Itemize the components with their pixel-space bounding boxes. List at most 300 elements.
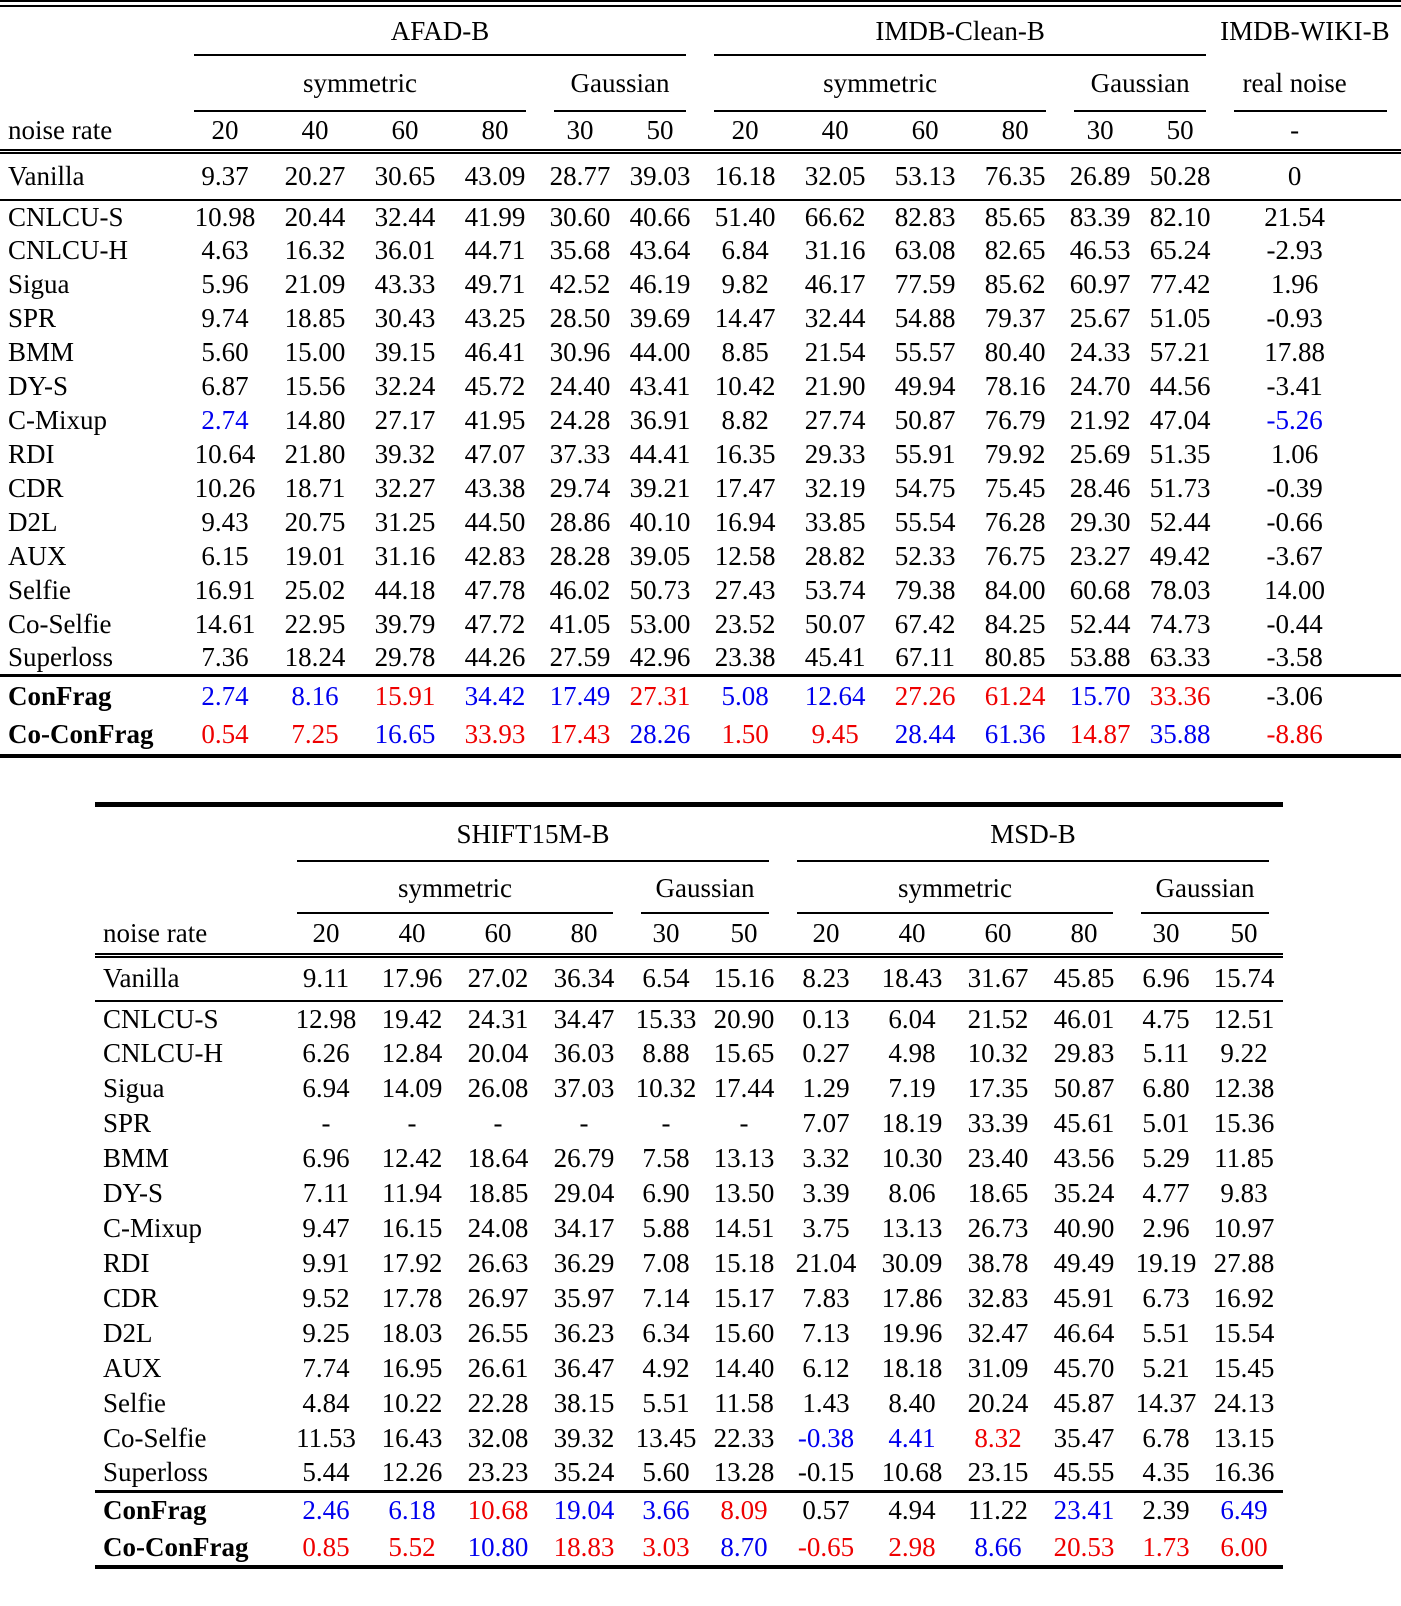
value-cell: 63.08 bbox=[894, 235, 956, 265]
noise-type-header: symmetric bbox=[700, 56, 1060, 112]
value-cell: 61.24 bbox=[970, 676, 1060, 716]
value-cell: 32.19 bbox=[804, 473, 866, 503]
value-cell: 57.21 bbox=[1149, 337, 1211, 367]
table-row bbox=[0, 716, 1401, 756]
value-cell: 21.92 bbox=[1069, 405, 1131, 435]
value-cell: 43.25 bbox=[464, 303, 526, 333]
value-cell: 78.03 bbox=[1149, 575, 1211, 605]
table-row bbox=[0, 472, 1401, 506]
value-cell: 1.43 bbox=[802, 1388, 850, 1418]
value-cell: 18.64 bbox=[467, 1143, 529, 1173]
value-cell: 31.16 bbox=[374, 541, 436, 571]
value-cell: 39.32 bbox=[553, 1423, 615, 1453]
results-table-shift15m-msd bbox=[95, 802, 1283, 1570]
value-cell: 46.53 bbox=[1069, 235, 1131, 265]
value-cell: 42.52 bbox=[549, 269, 611, 299]
value-cell: 5.88 bbox=[642, 1213, 690, 1243]
value-cell: 7.14 bbox=[642, 1283, 690, 1313]
value-cell: 8.82 bbox=[721, 405, 769, 435]
noise-rate-value-header: 40 bbox=[790, 112, 880, 152]
value-cell: 77.59 bbox=[894, 269, 956, 299]
value-cell: 82.10 bbox=[1149, 201, 1211, 232]
value-cell: 28.82 bbox=[804, 541, 866, 571]
value-cell: -5.26 bbox=[1266, 405, 1323, 435]
noise-type-header: Gaussian bbox=[1060, 56, 1220, 112]
value-cell: 35.97 bbox=[553, 1283, 615, 1313]
noise-rate-value-header: 60 bbox=[455, 914, 541, 955]
value-cell: 6.54 bbox=[627, 955, 705, 1001]
value-cell: 26.61 bbox=[467, 1353, 529, 1383]
value-cell: 2.39 bbox=[1127, 1491, 1205, 1529]
value-cell: 15.45 bbox=[1213, 1353, 1275, 1383]
value-cell: 9.82 bbox=[721, 269, 769, 299]
value-cell: 30.60 bbox=[549, 201, 611, 232]
method-name: ConFrag bbox=[0, 676, 180, 716]
method-name: Vanilla bbox=[95, 955, 283, 1001]
value-cell: 38.15 bbox=[553, 1388, 615, 1418]
value-cell: 9.43 bbox=[201, 507, 249, 537]
noise-rate-value-header: 60 bbox=[360, 112, 450, 152]
value-cell: 6.12 bbox=[802, 1353, 850, 1383]
value-cell: 18.19 bbox=[881, 1108, 943, 1138]
value-cell: 19.04 bbox=[541, 1491, 627, 1529]
value-cell: 50.87 bbox=[894, 405, 956, 435]
value-cell: 55.54 bbox=[894, 507, 956, 537]
value-cell: 13.50 bbox=[713, 1178, 775, 1208]
table-row bbox=[0, 438, 1401, 472]
value-cell: 45.41 bbox=[804, 642, 866, 673]
method-name: C-Mixup bbox=[8, 405, 108, 435]
value-cell: 10.32 bbox=[635, 1073, 697, 1103]
value-cell: 10.97 bbox=[1213, 1213, 1275, 1243]
value-cell: 47.72 bbox=[464, 609, 526, 639]
value-cell: 46.02 bbox=[549, 575, 611, 605]
method-name: Co-Selfie bbox=[8, 609, 112, 639]
value-cell: 46.01 bbox=[1053, 1003, 1115, 1034]
value-cell: 9.52 bbox=[302, 1283, 350, 1313]
value-cell: 5.21 bbox=[1142, 1353, 1190, 1383]
noise-rate-header-row bbox=[0, 112, 1401, 152]
value-cell: 40.90 bbox=[1053, 1213, 1115, 1243]
noise-rate-value-header: 20 bbox=[783, 914, 869, 955]
value-cell: 10.22 bbox=[381, 1388, 443, 1418]
value-cell: 85.65 bbox=[984, 201, 1046, 232]
table-section bbox=[95, 1491, 1283, 1567]
value-cell: 10.42 bbox=[714, 371, 776, 401]
value-cell: 6.34 bbox=[642, 1318, 690, 1348]
value-cell: 22.28 bbox=[467, 1388, 529, 1418]
value-cell: 16.91 bbox=[194, 575, 256, 605]
value-cell: 13.28 bbox=[713, 1457, 775, 1488]
value-cell: -3.41 bbox=[1266, 371, 1323, 401]
value-cell: 27.02 bbox=[455, 955, 541, 1001]
value-cell: 31.09 bbox=[967, 1353, 1029, 1383]
value-cell: 24.31 bbox=[467, 1003, 529, 1034]
table-section bbox=[0, 152, 1401, 200]
value-cell: 8.70 bbox=[720, 1531, 768, 1562]
value-cell: 76.79 bbox=[984, 405, 1046, 435]
value-cell: 27.17 bbox=[374, 405, 436, 435]
value-cell: 6.78 bbox=[1142, 1423, 1190, 1453]
value-cell: 29.04 bbox=[553, 1178, 615, 1208]
method-name: RDI bbox=[103, 1248, 150, 1278]
method-name: Selfie bbox=[103, 1388, 166, 1418]
noise-rate-label: noise rate bbox=[95, 914, 283, 955]
value-cell: 55.57 bbox=[894, 337, 956, 367]
value-cell: 23.40 bbox=[967, 1143, 1029, 1173]
table-row bbox=[95, 1316, 1283, 1351]
value-cell: 79.38 bbox=[894, 575, 956, 605]
value-cell: 18.85 bbox=[284, 303, 346, 333]
value-cell: 47.04 bbox=[1149, 405, 1211, 435]
value-cell: 36.01 bbox=[374, 235, 436, 265]
value-cell: 21.90 bbox=[804, 371, 866, 401]
value-cell: -0.44 bbox=[1266, 609, 1323, 639]
value-cell: 26.08 bbox=[467, 1073, 529, 1103]
results-table-afad-imdb bbox=[0, 0, 1401, 758]
value-cell: 20.24 bbox=[967, 1388, 1029, 1418]
table-row bbox=[0, 574, 1401, 608]
value-cell: 29.78 bbox=[374, 642, 436, 673]
value-cell: 29.83 bbox=[1053, 1038, 1115, 1068]
value-cell: 0.13 bbox=[802, 1003, 850, 1034]
value-cell: 9.45 bbox=[811, 719, 859, 749]
value-cell: 14.80 bbox=[284, 405, 346, 435]
value-cell: 79.92 bbox=[984, 439, 1046, 469]
value-cell: 14.40 bbox=[713, 1353, 775, 1383]
method-name: AUX bbox=[8, 541, 67, 571]
value-cell: 52.44 bbox=[1149, 507, 1211, 537]
value-cell: 36.91 bbox=[629, 405, 691, 435]
value-cell: 82.83 bbox=[894, 201, 956, 232]
value-cell: 10.32 bbox=[967, 1038, 1029, 1068]
method-name: Co-Selfie bbox=[103, 1423, 207, 1453]
corner-cell bbox=[0, 56, 180, 112]
value-cell: 12.38 bbox=[1213, 1073, 1275, 1103]
method-name: Superloss bbox=[103, 1457, 209, 1488]
value-cell: 6.49 bbox=[1205, 1491, 1283, 1529]
value-cell: 1.73 bbox=[1142, 1531, 1190, 1562]
value-cell: 15.65 bbox=[713, 1038, 775, 1068]
value-cell: 15.91 bbox=[360, 676, 450, 716]
table-row bbox=[95, 1529, 1283, 1567]
value-cell: 45.61 bbox=[1053, 1108, 1115, 1138]
value-cell: 32.47 bbox=[967, 1318, 1029, 1348]
value-cell: 52.33 bbox=[894, 541, 956, 571]
value-cell: 13.15 bbox=[1213, 1423, 1275, 1453]
table-row bbox=[0, 608, 1401, 642]
value-cell: 12.26 bbox=[381, 1457, 443, 1488]
value-cell: 26.55 bbox=[467, 1318, 529, 1348]
value-cell: 6.18 bbox=[369, 1491, 455, 1529]
value-cell: 49.94 bbox=[894, 371, 956, 401]
value-cell: 4.98 bbox=[888, 1038, 936, 1068]
value-cell: 44.18 bbox=[374, 575, 436, 605]
value-cell: 8.06 bbox=[888, 1178, 936, 1208]
value-cell: 12.84 bbox=[381, 1038, 443, 1068]
value-cell: 53.88 bbox=[1069, 642, 1131, 673]
value-cell: 10.80 bbox=[467, 1531, 529, 1562]
value-cell: 51.05 bbox=[1149, 303, 1211, 333]
table-row bbox=[95, 1281, 1283, 1316]
value-cell: 63.33 bbox=[1149, 642, 1211, 673]
table-row bbox=[95, 1141, 1283, 1176]
value-cell: 28.44 bbox=[894, 719, 956, 749]
value-cell: 83.39 bbox=[1069, 201, 1131, 232]
noise-rate-value-header: 20 bbox=[283, 914, 369, 955]
value-cell: 45.91 bbox=[1053, 1283, 1115, 1313]
table-row bbox=[95, 1036, 1283, 1071]
method-name: DY-S bbox=[103, 1178, 164, 1208]
value-cell: -0.93 bbox=[1266, 303, 1323, 333]
value-cell: 53.00 bbox=[629, 609, 691, 639]
value-cell: 27.59 bbox=[549, 642, 611, 673]
value-cell: 15.16 bbox=[705, 955, 783, 1001]
value-cell: 11.94 bbox=[382, 1178, 442, 1208]
value-cell: 66.62 bbox=[804, 201, 866, 232]
value-cell: 39.79 bbox=[374, 609, 436, 639]
corner-cell bbox=[95, 862, 283, 914]
value-cell: 4.94 bbox=[869, 1491, 955, 1529]
value-cell: 16.95 bbox=[381, 1353, 443, 1383]
table-row bbox=[0, 676, 1401, 716]
value-cell: 85.62 bbox=[984, 269, 1046, 299]
value-cell: 78.16 bbox=[984, 371, 1046, 401]
value-cell: 45.70 bbox=[1053, 1353, 1115, 1383]
table-header bbox=[0, 4, 1401, 152]
value-cell: 28.77 bbox=[540, 152, 620, 200]
value-cell: 4.77 bbox=[1142, 1178, 1190, 1208]
value-cell: 2.98 bbox=[888, 1531, 936, 1562]
table-row bbox=[0, 642, 1401, 676]
value-cell: 7.11 bbox=[302, 1178, 350, 1208]
value-cell: 1.96 bbox=[1271, 269, 1319, 299]
method-name: CNLCU-S bbox=[103, 1003, 219, 1034]
value-cell: 32.44 bbox=[804, 303, 866, 333]
table-section bbox=[95, 1001, 1283, 1491]
value-cell: 49.42 bbox=[1149, 541, 1211, 571]
method-name: BMM bbox=[8, 337, 75, 367]
value-cell: 18.43 bbox=[869, 955, 955, 1001]
value-cell: 17.78 bbox=[381, 1283, 443, 1313]
value-cell: 33.39 bbox=[967, 1108, 1029, 1138]
value-cell: 6.96 bbox=[302, 1143, 350, 1173]
value-cell: 9.22 bbox=[1220, 1038, 1268, 1068]
value-cell: 49.71 bbox=[464, 269, 526, 299]
value-cell: 44.71 bbox=[464, 235, 526, 265]
value-cell: 51.40 bbox=[714, 201, 776, 232]
table-row bbox=[95, 1386, 1283, 1421]
dataset-group-header: SHIFT15M-B bbox=[283, 804, 783, 862]
noise-rate-value-header: 80 bbox=[450, 112, 540, 152]
table-section bbox=[95, 955, 1283, 1001]
value-cell: 6.80 bbox=[1142, 1073, 1190, 1103]
value-cell: 44.56 bbox=[1149, 371, 1211, 401]
table-row bbox=[95, 1421, 1283, 1456]
value-cell: 7.74 bbox=[302, 1353, 350, 1383]
value-cell: 13.13 bbox=[881, 1213, 943, 1243]
method-name: CNLCU-S bbox=[8, 201, 124, 232]
value-cell: 0.85 bbox=[302, 1531, 350, 1562]
value-cell: 20.75 bbox=[284, 507, 346, 537]
value-cell: 21.54 bbox=[804, 337, 866, 367]
value-cell: 39.03 bbox=[620, 152, 700, 200]
value-cell: 0.27 bbox=[802, 1038, 850, 1068]
method-name: Selfie bbox=[8, 575, 71, 605]
value-cell: 53.74 bbox=[804, 575, 866, 605]
value-cell: 37.03 bbox=[553, 1073, 615, 1103]
value-cell: 27.26 bbox=[880, 676, 970, 716]
value-cell: 9.37 bbox=[180, 152, 270, 200]
noise-rate-value-header: 80 bbox=[970, 112, 1060, 152]
method-name: Sigua bbox=[8, 269, 70, 299]
value-cell: 21.09 bbox=[284, 269, 346, 299]
value-cell: 32.24 bbox=[374, 371, 436, 401]
value-cell: 9.74 bbox=[201, 303, 249, 333]
corner-cell bbox=[0, 4, 180, 56]
value-cell: -0.39 bbox=[1266, 473, 1323, 503]
noise-rate-value-header: 50 bbox=[1205, 914, 1283, 955]
value-cell: 10.64 bbox=[194, 439, 256, 469]
value-cell: 28.50 bbox=[549, 303, 611, 333]
value-cell: 17.44 bbox=[713, 1073, 775, 1103]
noise-rate-value-header: 30 bbox=[627, 914, 705, 955]
value-cell: 45.85 bbox=[1041, 955, 1127, 1001]
value-cell: 75.45 bbox=[984, 473, 1046, 503]
value-cell: 21.04 bbox=[795, 1248, 857, 1278]
noise-rate-value-header: 40 bbox=[270, 112, 360, 152]
value-cell: -0.15 bbox=[797, 1457, 855, 1488]
value-cell: 16.15 bbox=[381, 1213, 443, 1243]
value-cell: 6.00 bbox=[1220, 1531, 1268, 1562]
noise-rate-value-header: 30 bbox=[540, 112, 620, 152]
value-cell: 31.25 bbox=[374, 507, 436, 537]
noise-rate-value-header: 20 bbox=[180, 112, 270, 152]
value-cell: 7.25 bbox=[291, 719, 339, 749]
table-section bbox=[0, 676, 1401, 756]
method-name: D2L bbox=[103, 1318, 153, 1348]
value-cell: 51.35 bbox=[1149, 439, 1211, 469]
value-cell: 39.21 bbox=[629, 473, 691, 503]
value-cell: 20.44 bbox=[284, 201, 346, 232]
value-cell: 9.47 bbox=[302, 1213, 350, 1243]
value-cell: 24.13 bbox=[1213, 1388, 1275, 1418]
noise-rate-value-header: 50 bbox=[1140, 112, 1220, 152]
value-cell: 18.65 bbox=[967, 1178, 1029, 1208]
value-cell: 28.26 bbox=[629, 719, 691, 749]
value-cell: 13.13 bbox=[713, 1143, 775, 1173]
value-cell: 5.51 bbox=[642, 1388, 690, 1418]
value-cell: - bbox=[493, 1108, 503, 1138]
value-cell: 39.69 bbox=[629, 303, 691, 333]
value-cell: 26.89 bbox=[1060, 152, 1140, 200]
value-cell: - bbox=[321, 1108, 331, 1138]
noise-rate-value-header: 50 bbox=[620, 112, 700, 152]
value-cell: 14.47 bbox=[714, 303, 776, 333]
value-cell: 15.54 bbox=[1213, 1318, 1275, 1348]
value-cell: 77.42 bbox=[1149, 269, 1211, 299]
value-cell: 50.28 bbox=[1140, 152, 1220, 200]
value-cell: 20.53 bbox=[1053, 1531, 1115, 1562]
value-cell: 15.18 bbox=[713, 1248, 775, 1278]
table-row bbox=[0, 268, 1401, 302]
value-cell: 1.50 bbox=[721, 719, 769, 749]
value-cell: 10.68 bbox=[881, 1457, 943, 1488]
value-cell: 16.32 bbox=[284, 235, 346, 265]
table-row bbox=[95, 1001, 1283, 1036]
value-cell: 5.08 bbox=[700, 676, 790, 716]
value-cell: 76.75 bbox=[984, 541, 1046, 571]
value-cell: 49.49 bbox=[1053, 1248, 1115, 1278]
value-cell: 34.17 bbox=[553, 1213, 615, 1243]
dataset-header-row bbox=[95, 804, 1283, 862]
value-cell: -2.93 bbox=[1266, 235, 1323, 265]
value-cell: 30.09 bbox=[881, 1248, 943, 1278]
value-cell: 54.88 bbox=[894, 303, 956, 333]
value-cell: 67.11 bbox=[895, 642, 955, 673]
value-cell: 14.87 bbox=[1069, 719, 1131, 749]
value-cell: 17.86 bbox=[881, 1283, 943, 1313]
noise-rate-label: noise rate bbox=[0, 112, 180, 152]
value-cell: 10.68 bbox=[455, 1491, 541, 1529]
value-cell: 16.18 bbox=[700, 152, 790, 200]
value-cell: 9.83 bbox=[1220, 1178, 1268, 1208]
value-cell: 8.40 bbox=[888, 1388, 936, 1418]
value-cell: 7.08 bbox=[642, 1248, 690, 1278]
table-row bbox=[0, 336, 1401, 370]
value-cell: 39.15 bbox=[374, 337, 436, 367]
value-cell: 46.17 bbox=[804, 269, 866, 299]
dataset-group-header: IMDB-Clean-B bbox=[700, 4, 1220, 56]
value-cell: 33.85 bbox=[804, 507, 866, 537]
value-cell: 23.38 bbox=[714, 642, 776, 673]
value-cell: 5.51 bbox=[1142, 1318, 1190, 1348]
value-cell: 65.24 bbox=[1149, 235, 1211, 265]
noise-type-header: symmetric bbox=[283, 862, 627, 914]
method-name: ConFrag bbox=[95, 1491, 283, 1529]
value-cell: 17.35 bbox=[967, 1073, 1029, 1103]
value-cell: 23.52 bbox=[714, 609, 776, 639]
dataset-group-header: IMDB-WIKI-B bbox=[1220, 15, 1390, 46]
value-cell: 21.54 bbox=[1264, 201, 1326, 232]
table-row bbox=[0, 506, 1401, 540]
value-cell: 41.95 bbox=[464, 405, 526, 435]
method-name: C-Mixup bbox=[103, 1213, 203, 1243]
value-cell: 24.28 bbox=[549, 405, 611, 435]
value-cell: 16.36 bbox=[1213, 1457, 1275, 1488]
value-cell: 23.27 bbox=[1069, 541, 1131, 571]
value-cell: 11.85 bbox=[1214, 1143, 1274, 1173]
noise-rate-header-row bbox=[95, 914, 1283, 955]
value-cell: 8.66 bbox=[974, 1531, 1022, 1562]
value-cell: 15.60 bbox=[713, 1318, 775, 1348]
value-cell: 0.57 bbox=[783, 1491, 869, 1529]
value-cell: 18.24 bbox=[284, 642, 346, 673]
method-name: CNLCU-H bbox=[8, 235, 128, 265]
value-cell: 10.98 bbox=[194, 201, 256, 232]
value-cell: 12.98 bbox=[295, 1003, 357, 1034]
value-cell: 34.47 bbox=[553, 1003, 615, 1034]
value-cell: 42.96 bbox=[629, 642, 691, 673]
value-cell: 8.16 bbox=[270, 676, 360, 716]
noise-type-header: real noise bbox=[1220, 56, 1401, 112]
value-cell: 27.88 bbox=[1213, 1248, 1275, 1278]
value-cell: 16.94 bbox=[714, 507, 776, 537]
value-cell: 29.74 bbox=[549, 473, 611, 503]
value-cell: 18.71 bbox=[284, 473, 346, 503]
value-cell: 20.27 bbox=[270, 152, 360, 200]
value-cell: 4.92 bbox=[642, 1353, 690, 1383]
